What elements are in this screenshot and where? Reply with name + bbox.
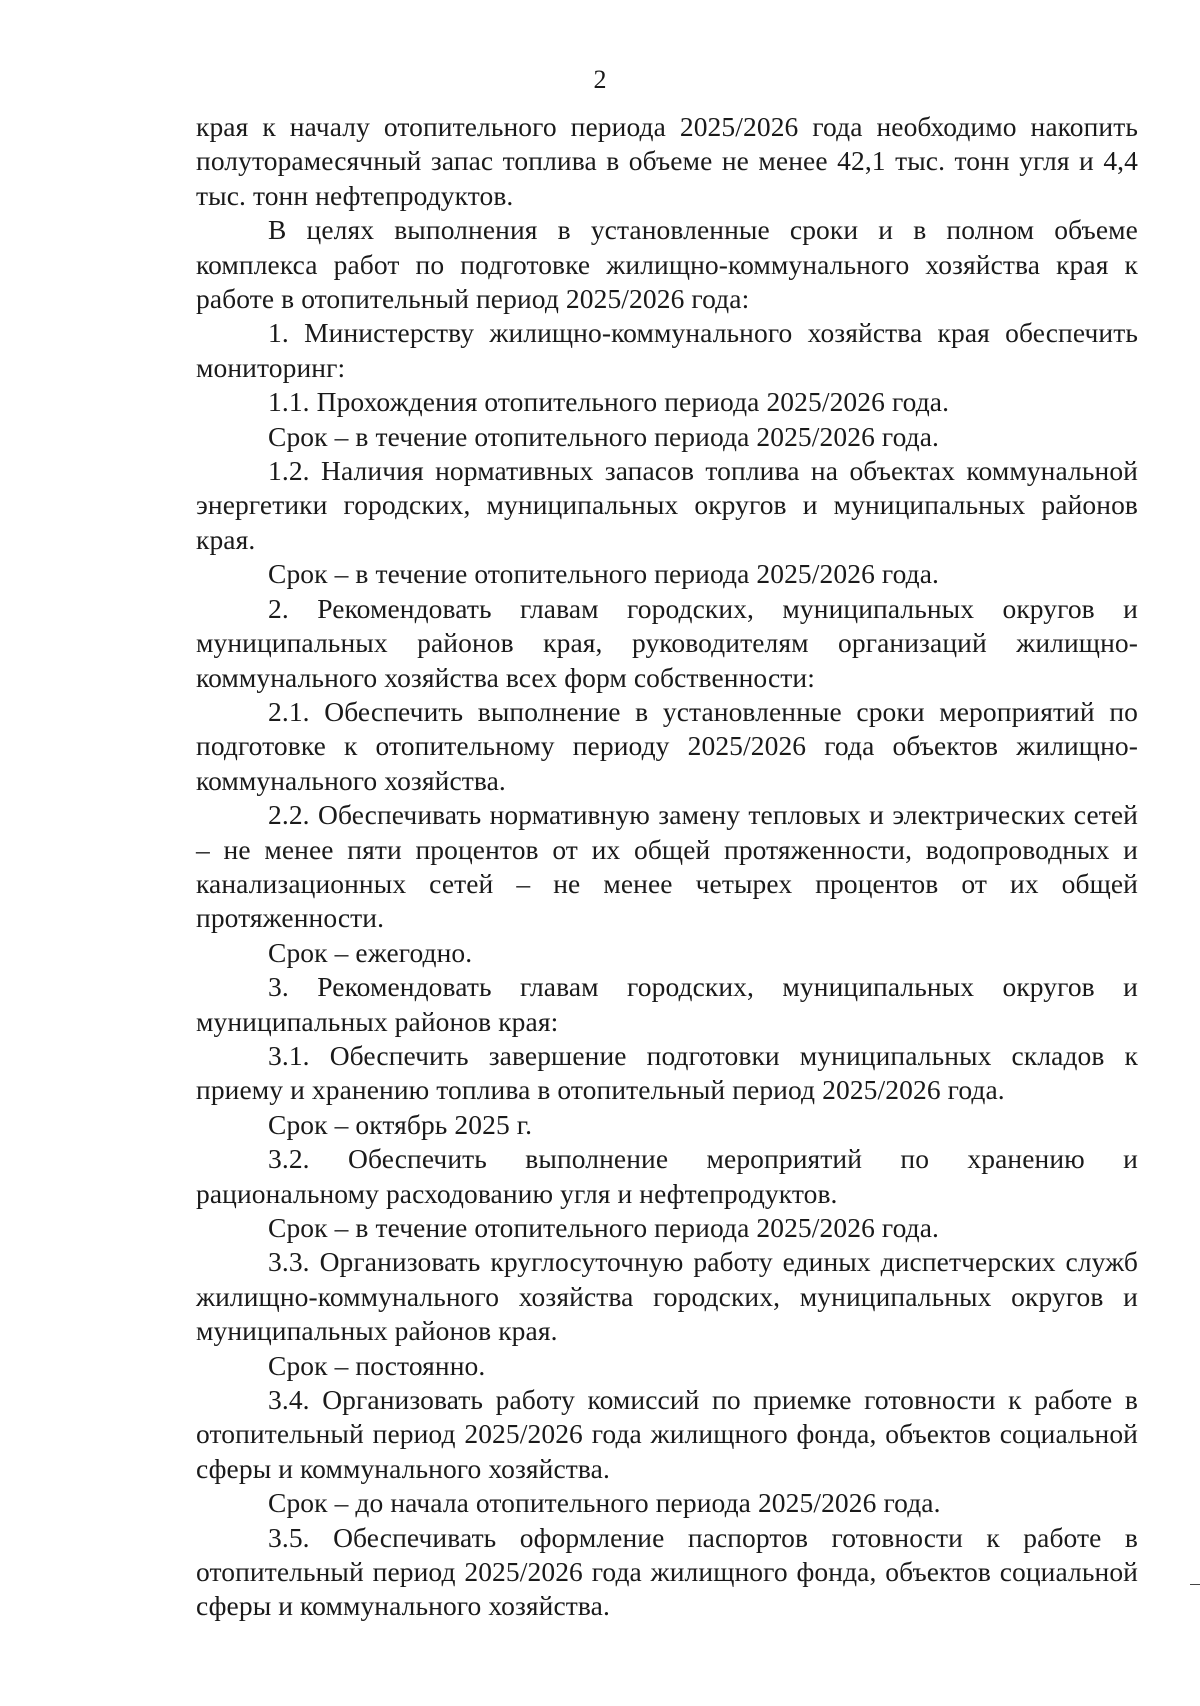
paragraph-item-3-1: 3.1. Обеспечить завершение подготовки муниципальных складов к приему и хранению топлива в отопительный период 2025/2026 года. xyxy=(196,1039,1138,1106)
paragraph-item-2-2: 2.2. Обеспечивать нормативную замену тепловых и электрических сетей – не менее пяти процентов от их общей протяженности, водопроводных и канализационных сетей – не менее четырех процентов от их общей протяженности. xyxy=(196,799,1138,934)
paragraph-deadline: Срок – постоянно. xyxy=(268,1349,486,1381)
page-number: 2 xyxy=(593,65,607,94)
paragraph-item-3-4: 3.4. Организовать работу комиссий по приемке готовности к работе в отопительный период 2025/2026 года жилищного фонда, объектов социальной сферы и коммунального хозяйства. xyxy=(196,1384,1138,1484)
paragraph-deadline: Срок – октябрь 2025 г. xyxy=(268,1108,533,1140)
paragraph-item-3: 3. Рекомендовать главам городских, муниципальных округов и муниципальных районов края: xyxy=(196,971,1138,1037)
paragraph-continuation: края к началу отопительного периода 2025/2026 года необходимо накопить полуторамесячный запас топлива в объеме не менее 42,1 тыс. тонн угля и 4,4 тыс. тонн нефтепродуктов. xyxy=(196,111,1138,211)
paragraph-deadline: Срок – в течение отопительного периода 2025/2026 года. xyxy=(268,420,940,452)
paragraph-item-3-5: 3.5. Обеспечивать оформление паспортов готовности к работе в отопительный период 2025/2026 года жилищного фонда, объектов социальной сферы и коммунального хозяйства. xyxy=(196,1521,1138,1622)
paragraph-deadline: Срок – до начала отопительного периода 2025/2026 года. xyxy=(268,1487,941,1519)
paragraph-deadline: Срок – ежегодно. xyxy=(268,936,473,968)
paragraph-item-3-2: 3.2. Обеспечить выполнение мероприятий по хранению и рациональному расходованию угля и нефтепродуктов. xyxy=(196,1143,1138,1209)
scan-edge-mark xyxy=(1190,1584,1200,1585)
paragraph-deadline: Срок – в течение отопительного периода 2025/2026 года. xyxy=(268,1212,940,1243)
paragraph-item-1-1: 1.1. Прохождения отопительного периода 2025/2026 года. xyxy=(268,386,950,418)
paragraph-item-2: 2. Рекомендовать главам городских, муниципальных округов и муниципальных районов края, руководителям организаций жилищно-коммунального хозяйства всех форм собственности: xyxy=(196,592,1138,693)
paragraph-item-2-1: 2.1. Обеспечить выполнение в установленные сроки мероприятий по подготовке к отопительному периоду 2025/2026 года объектов жилищно-коммунального хозяйства. xyxy=(196,695,1138,796)
paragraph-intro: В целях выполнения в установленные сроки и в полном объеме комплекса работ по подготовке жилищно-коммунального хозяйства края к работе в отопительный период 2025/2026 года: xyxy=(196,214,1138,315)
paragraph-deadline: Срок – в течение отопительного периода 2025/2026 года. xyxy=(268,558,940,590)
paragraph-item-1-2: 1.2. Наличия нормативных запасов топлива на объектах коммунальной энергетики городских, муниципальных округов и муниципальных районов края. xyxy=(196,455,1138,555)
paragraph-item-3-3: 3.3. Организовать круглосуточную работу единых диспетчерских служб жилищно-коммунального хозяйства городских, муниципальных округов и муниципальных районов края. xyxy=(196,1246,1138,1347)
paragraph-item-1: 1. Министерству жилищно-коммунального хозяйства края обеспечить мониторинг: xyxy=(196,317,1138,383)
document-body xyxy=(196,110,1138,1624)
